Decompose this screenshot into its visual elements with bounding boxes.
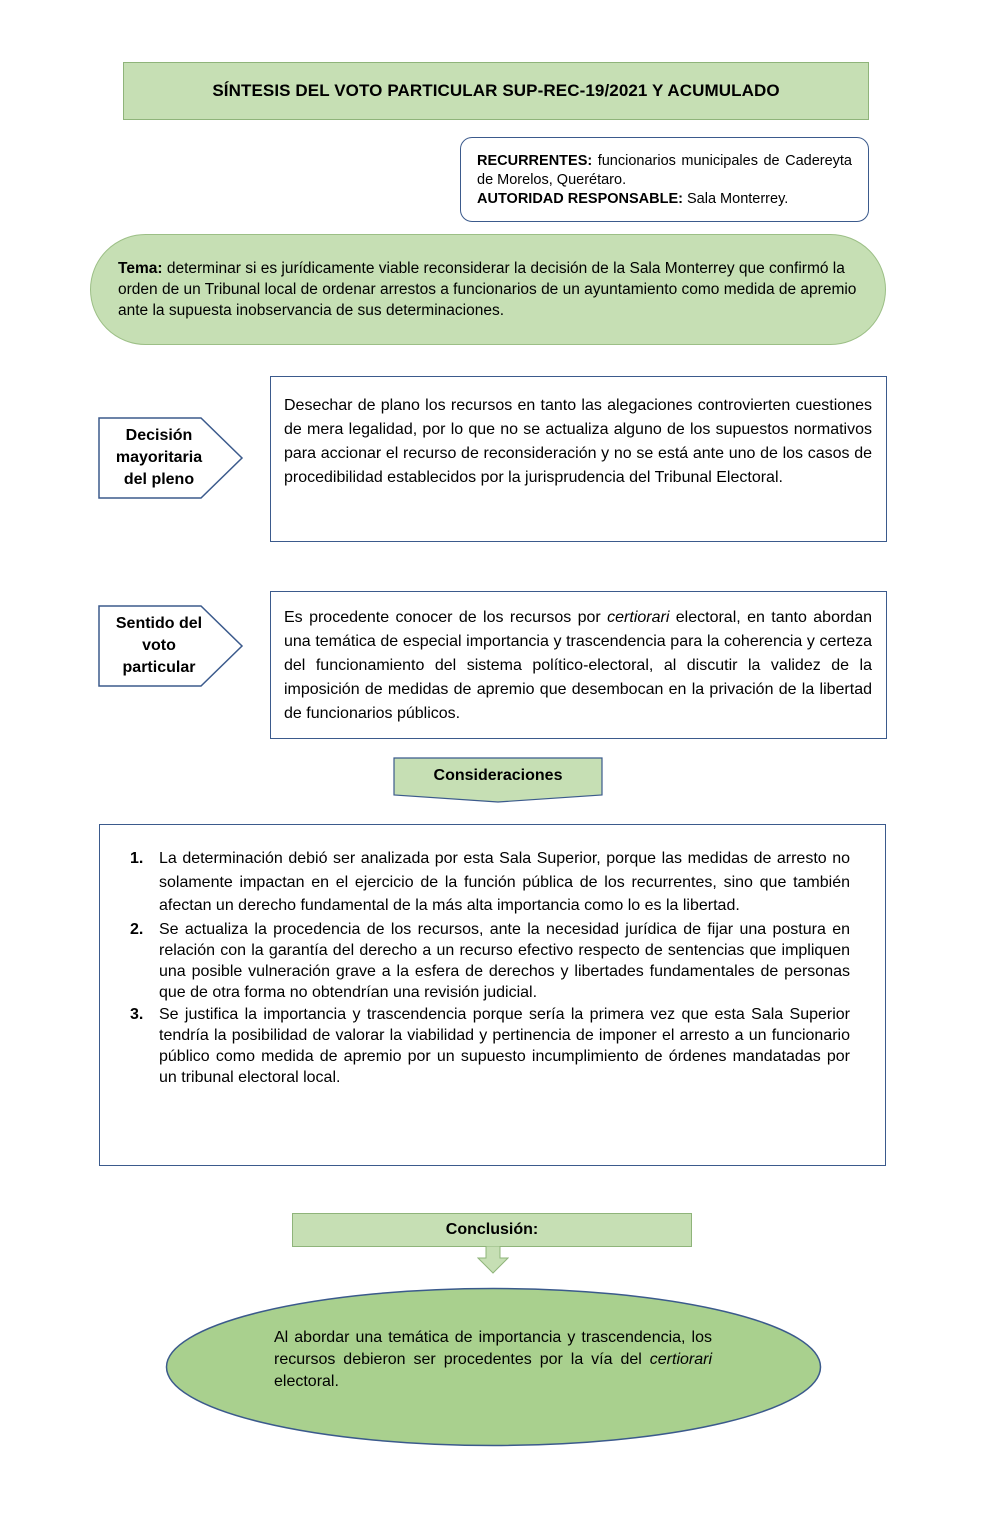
conclusion-heading: Conclusión: [445, 1221, 539, 1238]
title-text: SÍNTESIS DEL VOTO PARTICULAR SUP-REC-19/2021 Y ACUMULADO [212, 81, 780, 100]
document-title [123, 62, 869, 120]
autoridad-value: Sala Monterrey. [687, 191, 789, 207]
conclusion-ellipse [165, 1287, 822, 1447]
autoridad-line [477, 190, 852, 209]
consideraciones-heading: Consideraciones [433, 767, 563, 784]
consideraciones-list [130, 847, 850, 1088]
list-item: 2. Se actualiza la procedencia de los recursos, ante la necesidad jurídica de fijar una postura en relación con la garantía del derecho a un recurso efectivo respecto de sentencias que impliquen una posible vulneración grave a la esfera de derechos y libertades fundamentales de personas que de otra forma no obtendrían una revisión judicial. [130, 920, 850, 1001]
conclusion-text: Al abordar una temática de importancia y trascendencia, los recursos debieron ser procedentes por la vía del certiorari electoral. [274, 1329, 712, 1390]
sentido-arrow-label [98, 605, 244, 687]
decision-text: Desechar de plano los recursos en tanto las alegaciones controvierten cuestiones de mera legalidad, por lo que no se actualiza alguno de los supuestos normativos para accionar el recurso de reconsideración y no se está ante uno de los casos de procedibilidad establecidos por la jurisprudencia del Tribunal Electoral. [284, 397, 872, 486]
down-arrow-icon [477, 1246, 509, 1274]
consideraciones-banner [393, 757, 603, 803]
recurrentes-value: funcionarios municipales de Cadereyta de Morelos, Querétaro. [477, 153, 852, 188]
tema-text: determinar si es jurídicamente viable reconsiderar la decisión de la Sala Monterrey que confirmó la orden de un Tribunal local de ordenar arrestos a funcionarios de un ayuntamiento como medida de apremio ante la supuesta inobservancia de sus determinaciones. [118, 260, 857, 319]
decision-text-box [270, 376, 887, 542]
list-item: 1. La determinación debió ser analizada por esta Sala Superior, porque las medidas de arresto no solamente impactan en el ejercicio de la función pública de los recurrentes, sino que también afectan un derecho fundamental de la más alta importancia como lo es la libertad. [130, 850, 850, 914]
decision-arrow-label [98, 417, 244, 499]
sentido-label: Sentido del voto particular [115, 615, 203, 676]
sentido-text: Es procedente conocer de los recursos por certiorari electoral, en tanto abordan una temática de especial importancia y trascendencia para la coherencia y certeza del funcionamiento del sistema político-electoral, al discutir la validez de la imposición de medidas de apremio que desembocan en la privación de la libertad de funcionarios públicos. [284, 609, 872, 722]
recurrentes-label: RECURRENTES: [477, 153, 593, 169]
conclusion-banner [292, 1213, 692, 1247]
recurrentes-line [477, 152, 852, 190]
tema-label: Tema: [118, 260, 163, 277]
decision-label: Decisión mayoritaria del pleno [115, 427, 203, 488]
sentido-text-box [270, 591, 887, 739]
consideraciones-list-box [99, 824, 886, 1166]
parties-box [460, 137, 869, 222]
list-item: 3. Se justifica la importancia y trascendencia porque sería la primera vez que esta Sala Superior tendría la posibilidad de valorar la viabilidad y pertinencia de imponer el arresto a un funcionario público como medida de apremio por un supuesto incumplimiento de órdenes mandatadas por un tribunal electoral local. [130, 1005, 850, 1086]
autoridad-label: AUTORIDAD RESPONSABLE: [477, 191, 683, 207]
tema-box [90, 234, 886, 345]
